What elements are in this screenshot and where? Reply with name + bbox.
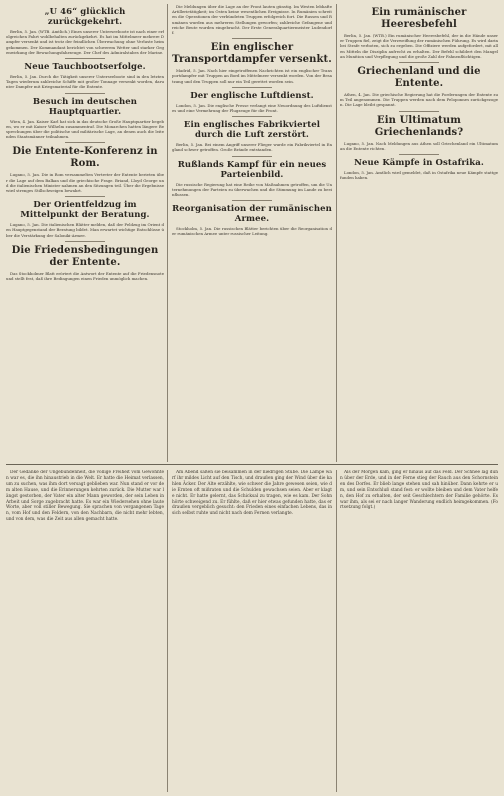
article (172, 91, 332, 113)
article (172, 160, 332, 198)
article (6, 97, 164, 140)
divider (65, 196, 105, 197)
article (340, 7, 498, 59)
article-headline: Ein Ultimatum Griechenlands? (374, 114, 464, 138)
article-headline: Besuch im deutschen Hauptquartier. (32, 96, 138, 117)
article-body: Berlin, 5. Jan. (WTB. Amtlich.) Eines unserer Unterseeboote ist nach einer erfolgreichen Fahrt wohlbehalten zurückgekehrt. Es hat im Mittelmeer mehrere Dampfer versenkt und ist trotz der feindlichen Überwachung ohne Verluste heimgekommen. Der Kommandant berichtet von schwerem Wetter und starker Gegenwirkung der Bewachungsfahrzeuge. Der Chef des Admiralstabes der Marine. (6, 29, 164, 55)
article-headline: „U 46“ glücklich zurückgekehrt. (44, 7, 126, 27)
divider (232, 200, 272, 201)
article (340, 115, 498, 151)
news-column-1 (6, 4, 164, 462)
article (340, 66, 498, 108)
article-body: Das Stockholmer Blatt erörtert die Antwort der Entente auf die Friedensnote und stellt fest, daß ihre Bedingungen einen Frieden unmöglich machen. (6, 270, 164, 282)
divider (65, 58, 105, 59)
article-body: Athen, 4. Jan. Die griechische Regierung hat die Forderungen der Entente zum Teil angenommen. Die Truppen werden nach dem Peloponnes zurückgezogen. Die Lage bleibt gespannt. (340, 92, 498, 108)
article-body: Lugano, 5. Jan. Die in Rom versammelten Vertreter der Entente berieten über die Lage auf dem Balkan und die griechische Frage. Briand, Lloyd George und die italienischen Minister nahmen an den Sitzungen teil. Über die Ergebnisse wird strenges Stillschweigen bewahrt. (6, 172, 164, 194)
column-rule (336, 470, 337, 792)
feuilleton-column-1 (6, 470, 164, 790)
article-headline: Die Entente-Konferenz in Rom. (12, 146, 158, 170)
article (340, 158, 498, 180)
article-body: Die russische Regierung hat eine Reihe von Maßnahmen getroffen, um die Unternehmungen der Parteien zu überwachen und die Stimmung im Lande zu beeinflussen. (172, 181, 332, 198)
divider (65, 93, 105, 94)
column-rule (336, 4, 337, 462)
article-headline: Der englische Luftdienst. (190, 90, 314, 101)
divider (232, 156, 272, 157)
column-rule (167, 4, 168, 462)
article-headline: Ein englischer Transportdampfer versenkt. (172, 42, 332, 66)
feuilleton-text: Am Abend saßen sie beisammen in der niedrigen Stube. Die Lampe warf ihr mildes Licht auf den Tisch, und draußen ging der Wind über die kahlen Äcker. Der Alte erzählte, wie schwer die Jahre gewesen seien, wie die Ernten oft mißraten und die Schulden gewachsen seien. Aber er klagte nicht. Er hatte gelernt, das Schicksal zu tragen, wie es kam. Der Sohn hörte schweigend zu. Er fühlte, daß er hier etwas gefunden hatte, das er draußen vergeblich gesucht: den Frieden eines einfachen Lebens, das in sich selbst ruhte und nicht nach dem Fernen verlangte. (172, 470, 332, 517)
feuilleton-column-3 (340, 470, 498, 790)
feuilleton-text: Als der Morgen kam, ging er hinaus auf das Feld. Der Schnee lag dünn über der Erde, und in der Ferne stieg der Rauch aus den Schornsteinen des Dorfes. Er blieb lange stehen und sah hinüber. Dann kehrte er um, und sein Entschluß stand fest: er wollte bleiben und dem Vater helfen, den Hof zu erhalten, der seit Geschlechtern der Familie gehörte. Es war ihm, als sei er nach langer Wanderung endlich heimgekommen. (Fortsetzung folgt.) (340, 470, 498, 511)
feuilleton-column-2 (172, 470, 332, 790)
divider (399, 62, 439, 63)
article (172, 4, 332, 35)
article-headline: Reorganisation der rumänischen Armee. (172, 204, 332, 225)
divider (232, 38, 272, 39)
article-headline: Rußlands Kampf für ein neues Parteienbild. (177, 159, 327, 180)
news-column-3 (340, 4, 498, 462)
article-body: Berlin, 5. Jan. Durch die Tätigkeit unserer Unterseeboote sind in den letzten Tagen wiederum zahlreiche Schiffe mit großer Tonnage versenkt worden, darunter Dampfer mit Kriegsmaterial für die Entente. (6, 74, 164, 90)
divider (399, 154, 439, 155)
article-headline: Ein rumänischer Heeresbefehl (371, 7, 467, 30)
article (6, 200, 164, 238)
article-headline: Ein englisches Fabrikviertel durch die Luft zerstört. (183, 120, 321, 141)
news-column-2 (172, 4, 332, 462)
divider (232, 116, 272, 117)
article-body: Berlin, 5. Jan. (WTB.) Ein rumänischer Heeresbefehl, der in die Hände unserer Truppen fiel, zeigt die Verzweiflung der rumänischen Führung. Es wird darin bei Strafe verboten, sich zu ergeben. Die Offiziere werden aufgefordert, mit allen Mitteln die Disziplin aufrecht zu erhalten. Der Befehl schildert den Mangel an Munition und Verpflegung und die große Zahl der Fahnenflüchtigen. (340, 33, 498, 59)
divider (65, 241, 105, 242)
article (172, 42, 332, 84)
article-headline: Die Friedensbedingungen der Entente. (11, 244, 159, 268)
article-headline: Neue Tauchbootserfolge. (24, 62, 146, 73)
article-body: Lugano, 5. Jan. Die italienischen Blätter melden, daß der Feldzug im Orient den Hauptgegenstand der Beratung bildet. Man erwartet wichtige Entschlüsse über die Verstärkung der Saloniki-Armee. (6, 222, 164, 238)
article-body: Die Meldungen über die Lage an der Front lauten günstig. Im Westen lebhafte Artillerietätigkeit; im Osten keine wesentlichen Ereignisse. In Rumänien schreiten die Operationen der verbündeten Truppen erfolgreich fort. Die Russen und Rumänen wurden aus mehreren Stellungen geworfen; zahlreiche Gefangene und reiche Beute wurden eingebracht. Der Erste Generalquartiermeister Ludendorff. (172, 4, 332, 36)
article-body: Berlin, 5. Jan. Bei einem Angriff unserer Flieger wurde ein Fabrikviertel in England schwer getroffen. Große Brände entstanden. (172, 142, 332, 153)
article (172, 120, 332, 152)
column-rule (167, 470, 168, 792)
article (6, 245, 164, 281)
article (6, 62, 164, 90)
article (6, 146, 164, 193)
article-body: Madrid, 5. Jan. Nach hier eingetroffenen Nachrichten ist ein englischer Transportdampfer mit Truppen an Bord im Mittelmeer versenkt worden. Von der Besatzung und den Truppen soll nur ein Teil gerettet worden sein. (172, 68, 332, 84)
article-body: Wien, 4. Jan. Kaiser Karl hat sich in das deutsche Große Hauptquartier begeben, wo er mit Kaiser Wilhelm zusammentraf. Die Monarchen hatten längere Besprechungen über die politische und militärische Lage, an denen auch die leitenden Staatsmänner teilnahmen. (6, 118, 164, 140)
divider (232, 87, 272, 88)
divider (399, 111, 439, 112)
article-headline: Neue Kämpfe in Ostafrika. (354, 158, 484, 169)
article-body: London, 5. Jan. Amtlich wird gemeldet, daß in Ostafrika neue Kämpfe stattgefunden haben. (340, 170, 498, 181)
article-body: Lugano, 5. Jan. Nach Meldungen aus Athen soll Griechenland ein Ultimatum an die Entente richten. (340, 140, 498, 151)
article-headline: Der Orientfeldzug im Mittelpunkt der Beratung. (20, 200, 150, 221)
article-body: Stockholm, 5. Jan. Die russischen Blätter berichten über die Reorganisation der rumänischen Armee unter russischer Leitung. (172, 226, 332, 237)
article (172, 204, 332, 236)
feuilleton-text: Der Gedanke der Ungebundenheit, die völlige Freiheit vom Gewohnten war es, die ihn hinaustrieb in die Welt. Er hatte die Heimat verlassen, um zu suchen, was ihm dort versagt geblieben war. Nun stand er vor dem alten Hause, und die Erinnerungen kehrten zurück. Die Mutter war längst gestorben, der Vater ein alter Mann geworden, der sein Leben in Arbeit und Sorge zugebracht hatte. Es war ein Wiedersehen ohne laute Worte, aber voll stiller Bewegung. Sie sprachen von vergangenen Tagen, vom Hof und den Feldern, von den Nachbarn, die nicht mehr lebten, und von dem, was die Zeit aus allen gemacht hatte. (6, 470, 164, 523)
divider (65, 142, 105, 143)
article-body: London, 5. Jan. Die englische Presse verlangt eine Neuordnung des Luftdienstes und eine Vermehrung der Flugzeuge für die Front. (172, 102, 332, 114)
article-headline: Griechenland und die Entente. (357, 66, 481, 90)
feuilleton-rule (6, 464, 498, 465)
article (6, 7, 164, 55)
